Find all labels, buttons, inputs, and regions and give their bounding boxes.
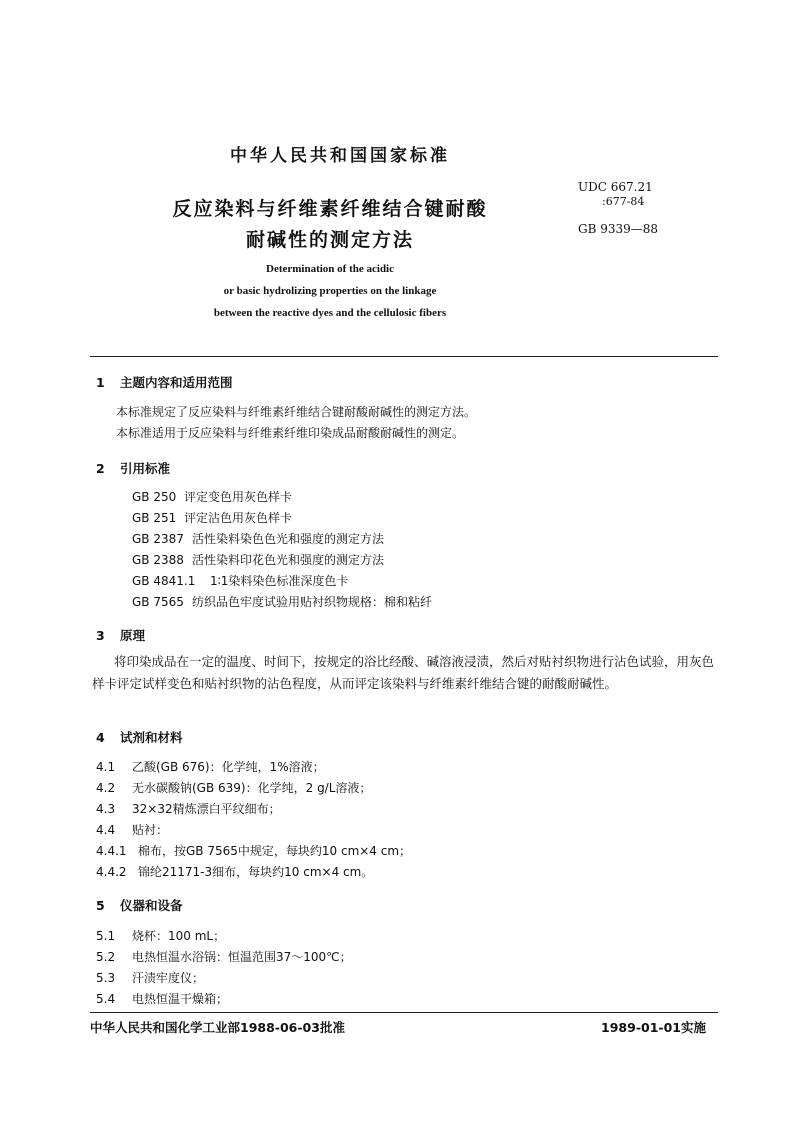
list-item (96, 990, 228, 1007)
section-number: 2 (96, 461, 105, 476)
section-number: 5 (96, 898, 105, 913)
reference-title: 评定变色用灰色样卡 (184, 490, 293, 504)
reference-item (132, 488, 292, 505)
english-title-line2: or basic hydrolizing properties on the linkage (223, 285, 437, 297)
item-number: 4.4.1 (96, 844, 127, 858)
reference-code: GB 251 (132, 511, 177, 525)
approval-date: 中华人民共和国化学工业部1988-06-03批准 (90, 1020, 345, 1035)
item-text: 棉布，按GB 7565中规定，每块约10 cm×4 cm； (138, 844, 412, 858)
section-title: 引用标准 (120, 461, 171, 476)
reference-title: 纺织品色牢度试验用贴衬织物规格：棉和粘纤 (192, 595, 433, 609)
reference-item (132, 593, 432, 610)
item-text: 电热恒温水浴锅：恒温范围37～100℃； (132, 950, 352, 964)
section-3-body: 将印染成品在一定的温度、时间下，按规定的浴比经酸、碱溶液浸渍，然后对贴衬织物进行沾色试验，用灰色样卡评定试样变色和贴衬织物的沾色程度，从而评定该染料与纤维素纤维结合键的耐酸耐碱性。 (92, 654, 715, 691)
reference-title: 1∶1染料染色标准深度色卡 (210, 574, 349, 588)
reference-code: GB 7565 (132, 595, 184, 609)
english-title-line3: between the reactive dyes and the cellulosic fibers (213, 307, 447, 319)
list-item (96, 863, 373, 880)
item-number: 4.2 (96, 781, 116, 795)
udc-code-line2: :677-84 (602, 195, 645, 208)
list-item (96, 800, 281, 817)
list-item (96, 779, 371, 796)
section-title: 原理 (120, 628, 146, 643)
item-text: 无水碳酸钠(GB 639)：化学纯，2 g/L溶液； (132, 781, 372, 795)
section-1-paragraph-1: 本标准规定了反应染料与纤维素纤维结合键耐酸耐碱性的测定方法。 (116, 405, 477, 419)
footer-divider (90, 1012, 718, 1013)
reference-code: GB 4841.1 (132, 574, 196, 588)
item-number: 5.3 (96, 971, 116, 985)
header-divider (90, 356, 718, 357)
list-item (96, 758, 325, 775)
section-1-paragraph-2: 本标准适用于反应染料与纤维素纤维印染成品耐酸耐碱性的测定。 (116, 426, 465, 440)
item-number: 5.4 (96, 992, 116, 1006)
reference-code: GB 250 (132, 490, 177, 504)
document-title-line2: 耐碱性的测定方法 (245, 229, 414, 251)
list-item (96, 842, 411, 859)
english-title-line1: Determination of the acidic (266, 263, 394, 275)
item-text: 乙酸(GB 676)：化学纯，1%溶液； (132, 760, 325, 774)
section-number: 1 (96, 375, 105, 390)
national-standard-heading: 中华人民共和国国家标准 (230, 146, 450, 166)
item-number: 4.4 (96, 823, 116, 837)
udc-code-line1: UDC 667.21 (578, 180, 653, 194)
reference-code: GB 2388 (132, 553, 184, 567)
list-item (96, 969, 204, 986)
reference-code: GB 2387 (132, 532, 184, 546)
reference-title: 评定沾色用灰色样卡 (184, 511, 293, 525)
reference-item (132, 551, 384, 568)
item-text: 贴衬： (132, 823, 169, 837)
section-3-heading (96, 626, 145, 644)
reference-item (132, 530, 384, 547)
item-number: 4.4.2 (96, 865, 127, 879)
list-item (96, 821, 168, 838)
item-number: 4.3 (96, 802, 116, 816)
section-title: 仪器和设备 (120, 898, 183, 913)
section-4-heading (96, 728, 183, 746)
section-2-heading (96, 459, 170, 477)
effective-date: 1989-01-01实施 (601, 1020, 706, 1035)
item-number: 5.2 (96, 950, 116, 964)
list-item (96, 927, 225, 944)
item-text: 32×32精炼漂白平纹细布； (132, 802, 281, 816)
item-text: 烧杯：100 mL； (132, 929, 226, 943)
reference-title: 活性染料印花色光和强度的测定方法 (192, 553, 385, 567)
section-number: 3 (96, 628, 105, 643)
document-title-line1: 反应染料与纤维素纤维结合键耐酸 (172, 198, 488, 220)
item-text: 锦纶21171-3细布，每块约10 cm×4 cm。 (138, 865, 374, 879)
gb-standard-code: GB 9339—88 (578, 222, 659, 236)
item-text: 汗渍牢度仪； (132, 971, 205, 985)
item-number: 5.1 (96, 929, 116, 943)
section-5-heading (96, 896, 183, 914)
reference-item (132, 572, 348, 589)
section-number: 4 (96, 730, 105, 745)
item-number: 4.1 (96, 760, 116, 774)
section-1-heading (96, 373, 233, 391)
reference-title: 活性染料染色色光和强度的测定方法 (192, 532, 385, 546)
section-title: 试剂和材料 (120, 730, 183, 745)
reference-item (132, 509, 292, 526)
section-title: 主题内容和适用范围 (120, 375, 233, 390)
list-item (96, 948, 352, 965)
item-text: 电热恒温干燥箱； (132, 992, 229, 1006)
